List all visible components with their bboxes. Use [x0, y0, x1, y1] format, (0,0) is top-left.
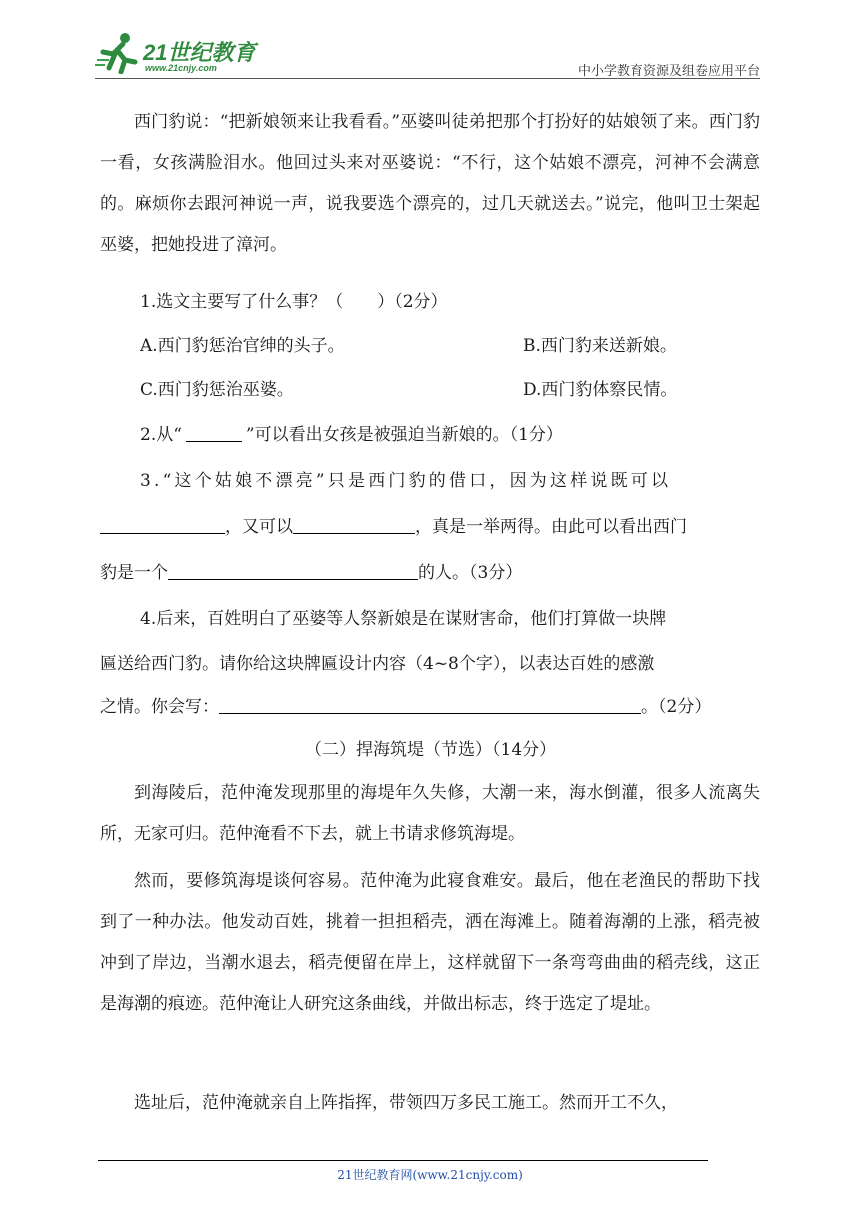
q3-blank-2[interactable] — [293, 515, 415, 534]
q3-line3-suffix: 的人。（3分） — [418, 563, 523, 583]
q3-mid2: ，真是一举两得。由此可以看出西门 — [415, 517, 687, 537]
runner-icon — [95, 30, 143, 74]
question-4-line1: 4.后来，百姓明白了巫婆等人祭新娘是在谋财害命，他们打算做一块牌 — [140, 609, 667, 629]
q2-prefix: 2.从“ — [140, 425, 182, 445]
q1-option-c: C.西门豹惩治巫婆。 — [140, 380, 294, 400]
section2-paragraph-1: 到海陵后，范仲淹发现那里的海堤年久失修，大潮一来，海水倒灌，很多人流离失所，无家可归。范仲淹看不下去，就上书请求修筑海堤。 — [100, 783, 760, 844]
page-footer: 21世纪教育网(www.21cnjy.com) — [337, 1168, 523, 1182]
q1-option-a: A.西门豹惩治官绅的头子。 — [140, 336, 345, 356]
question-3-line1: 3.“这个姑娘不漂亮”只是西门豹的借口，因为这样说既可以 — [140, 471, 672, 491]
q4-line3-suffix: 。（2分） — [641, 697, 712, 717]
question-3-line2 — [100, 507, 687, 548]
q3-blank-3[interactable] — [168, 561, 418, 580]
passage1-paragraph: 西门豹说：“把新娘领来让我看看。”巫婆叫徒弟把那个打扮好的姑娘领了来。西门豹一看，女孩满脸泪水。他回过头来对巫婆说：“不行，这个姑娘不漂亮，河神不会满意的。麻烦你去跟河神说一声，说我要选个漂亮的，过几天就送去。”说完，他叫卫士架起巫婆，把她投进了漳河。 — [100, 112, 760, 255]
q2-suffix: ”可以看出女孩是被强迫当新娘的。（1分） — [245, 425, 563, 445]
q3-line3-prefix: 豹是一个 — [100, 563, 168, 583]
section2-title: （二）捍海筑堤（节选）（14分） — [305, 740, 557, 760]
question-1: 1.选文主要写了什么事？（ ）（2分） — [140, 292, 448, 312]
q2-answer-blank[interactable] — [186, 423, 242, 442]
header-divider — [95, 78, 760, 79]
q1-option-b: B.西门豹来送新娘。 — [523, 336, 677, 356]
q4-line3-prefix: 之情。你会写： — [100, 697, 219, 717]
site-logo — [95, 30, 265, 76]
q1-option-d: D.西门豹体察民情。 — [523, 380, 678, 400]
page-header — [95, 30, 760, 80]
logo-url: www.21cnjy.com — [145, 63, 217, 73]
q4-answer-blank[interactable] — [219, 695, 641, 714]
q3-blank-1[interactable] — [100, 515, 225, 534]
section2-paragraph-2: 然而，要修筑海堤谈何容易。范仲淹为此寝食难安。最后，他在老渔民的帮助下找到了一种办法。他发动百姓，挑着一担担稻壳，洒在海滩上。随着海潮的上涨，稻壳被冲到了岸边，当潮水退去，稻壳便留在岸上，这样就留下一条弯弯曲曲的稻壳线，这正是海潮的痕迹。范仲淹让人研究这条曲线，并做出标志，终于选定了堤址。 — [100, 871, 760, 1014]
logo-text: 21世纪教育 — [143, 40, 256, 65]
question-4-line3 — [100, 687, 711, 728]
question-3-line3 — [100, 553, 522, 594]
question-4-line2: 匾送给西门豹。请你给这块牌匾设计内容（4~8个字），以表达百姓的感激 — [100, 654, 655, 674]
q3-mid1: ，又可以 — [225, 517, 293, 537]
footer-divider — [98, 1160, 708, 1161]
section2-paragraph-3: 选址后，范仲淹就亲自上阵指挥，带领四万多民工施工。然而开工不久， — [134, 1093, 678, 1113]
question-2 — [140, 415, 563, 456]
platform-name: 中小学教育资源及组卷应用平台 — [577, 64, 760, 79]
